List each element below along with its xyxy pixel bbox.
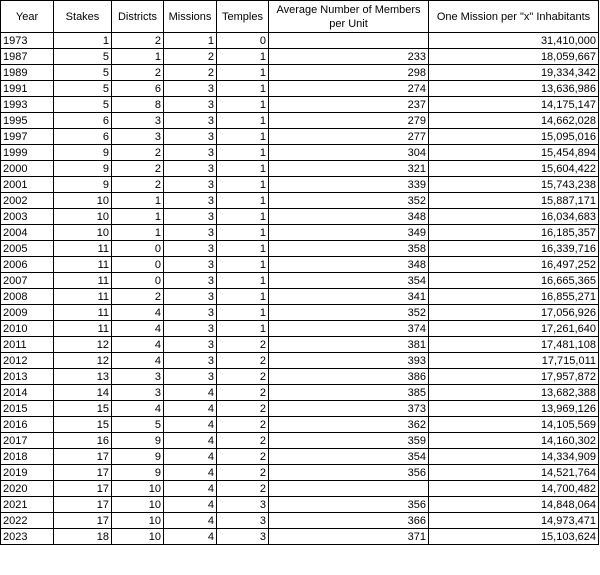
- cell-stakes: 15: [54, 417, 112, 433]
- cell-districts: 1: [112, 49, 164, 65]
- cell-mission-ratio: 19,334,342: [429, 65, 599, 81]
- cell-mission-ratio: 15,095,016: [429, 129, 599, 145]
- cell-mission-ratio: 13,636,986: [429, 81, 599, 97]
- cell-avg-members: 237: [269, 97, 429, 113]
- cell-temples: 1: [217, 177, 269, 193]
- cell-stakes: 6: [54, 113, 112, 129]
- cell-missions: 3: [164, 97, 217, 113]
- cell-year: 2001: [1, 177, 54, 193]
- cell-stakes: 5: [54, 49, 112, 65]
- cell-missions: 4: [164, 529, 217, 545]
- cell-districts: 0: [112, 241, 164, 257]
- cell-stakes: 9: [54, 161, 112, 177]
- cell-stakes: 12: [54, 337, 112, 353]
- cell-missions: 3: [164, 145, 217, 161]
- cell-avg-members: 298: [269, 65, 429, 81]
- cell-mission-ratio: 14,700,482: [429, 481, 599, 497]
- cell-avg-members: 371: [269, 529, 429, 545]
- cell-missions: 3: [164, 129, 217, 145]
- cell-year: 2010: [1, 321, 54, 337]
- cell-mission-ratio: 15,454,894: [429, 145, 599, 161]
- cell-mission-ratio: 14,175,147: [429, 97, 599, 113]
- cell-mission-ratio: 15,604,422: [429, 161, 599, 177]
- table-row: [1, 241, 599, 257]
- cell-year: 1987: [1, 49, 54, 65]
- cell-stakes: 11: [54, 305, 112, 321]
- cell-missions: 4: [164, 385, 217, 401]
- cell-year: 2013: [1, 369, 54, 385]
- cell-avg-members: 321: [269, 161, 429, 177]
- cell-districts: 9: [112, 449, 164, 465]
- cell-districts: 4: [112, 337, 164, 353]
- cell-stakes: 17: [54, 497, 112, 513]
- cell-mission-ratio: 15,887,171: [429, 193, 599, 209]
- cell-temples: 2: [217, 337, 269, 353]
- table-row: [1, 97, 599, 113]
- table-row: [1, 289, 599, 305]
- cell-districts: 1: [112, 225, 164, 241]
- cell-avg-members: 356: [269, 497, 429, 513]
- cell-districts: 2: [112, 289, 164, 305]
- table-row: [1, 145, 599, 161]
- cell-missions: 4: [164, 465, 217, 481]
- cell-districts: 4: [112, 321, 164, 337]
- cell-year: 2019: [1, 465, 54, 481]
- header-districts: Districts: [112, 1, 164, 33]
- cell-districts: 10: [112, 497, 164, 513]
- cell-temples: 1: [217, 113, 269, 129]
- cell-avg-members: 349: [269, 225, 429, 241]
- cell-year: 2000: [1, 161, 54, 177]
- cell-temples: 0: [217, 33, 269, 49]
- cell-year: 2002: [1, 193, 54, 209]
- cell-missions: 3: [164, 193, 217, 209]
- cell-avg-members: 233: [269, 49, 429, 65]
- cell-year: 2009: [1, 305, 54, 321]
- cell-missions: 1: [164, 33, 217, 49]
- cell-missions: 3: [164, 177, 217, 193]
- cell-missions: 4: [164, 401, 217, 417]
- table-row: [1, 273, 599, 289]
- cell-year: 2015: [1, 401, 54, 417]
- cell-year: 2018: [1, 449, 54, 465]
- table-row: [1, 161, 599, 177]
- cell-year: 2011: [1, 337, 54, 353]
- cell-temples: 1: [217, 97, 269, 113]
- cell-avg-members: 339: [269, 177, 429, 193]
- cell-stakes: 16: [54, 433, 112, 449]
- header-missions: Missions: [164, 1, 217, 33]
- cell-avg-members: 366: [269, 513, 429, 529]
- cell-districts: 8: [112, 97, 164, 113]
- cell-districts: 5: [112, 417, 164, 433]
- cell-missions: 4: [164, 481, 217, 497]
- cell-stakes: 17: [54, 449, 112, 465]
- cell-avg-members: 381: [269, 337, 429, 353]
- cell-mission-ratio: 16,339,716: [429, 241, 599, 257]
- table-row: [1, 513, 599, 529]
- cell-districts: 0: [112, 257, 164, 273]
- table-body: [1, 33, 599, 545]
- cell-temples: 1: [217, 321, 269, 337]
- cell-missions: 3: [164, 225, 217, 241]
- cell-stakes: 11: [54, 289, 112, 305]
- cell-missions: 4: [164, 433, 217, 449]
- cell-missions: 4: [164, 513, 217, 529]
- cell-missions: 3: [164, 241, 217, 257]
- cell-stakes: 17: [54, 481, 112, 497]
- cell-year: 2022: [1, 513, 54, 529]
- cell-mission-ratio: 14,662,028: [429, 113, 599, 129]
- cell-missions: 3: [164, 161, 217, 177]
- cell-avg-members: 348: [269, 209, 429, 225]
- cell-stakes: 9: [54, 145, 112, 161]
- cell-temples: 2: [217, 465, 269, 481]
- table-row: [1, 417, 599, 433]
- cell-stakes: 11: [54, 273, 112, 289]
- table-row: [1, 113, 599, 129]
- cell-mission-ratio: 14,848,064: [429, 497, 599, 513]
- cell-temples: 1: [217, 257, 269, 273]
- cell-temples: 1: [217, 193, 269, 209]
- cell-avg-members: 352: [269, 193, 429, 209]
- table-row: [1, 465, 599, 481]
- table-row: [1, 321, 599, 337]
- cell-temples: 2: [217, 481, 269, 497]
- cell-mission-ratio: 16,665,365: [429, 273, 599, 289]
- cell-year: 2017: [1, 433, 54, 449]
- cell-missions: 3: [164, 209, 217, 225]
- cell-avg-members: 354: [269, 273, 429, 289]
- cell-stakes: 10: [54, 209, 112, 225]
- cell-missions: 3: [164, 289, 217, 305]
- cell-missions: 3: [164, 113, 217, 129]
- table-row: [1, 305, 599, 321]
- cell-districts: 4: [112, 353, 164, 369]
- cell-temples: 1: [217, 305, 269, 321]
- cell-mission-ratio: 14,334,909: [429, 449, 599, 465]
- cell-year: 1995: [1, 113, 54, 129]
- cell-year: 2004: [1, 225, 54, 241]
- cell-stakes: 11: [54, 257, 112, 273]
- cell-avg-members: 352: [269, 305, 429, 321]
- cell-avg-members: 356: [269, 465, 429, 481]
- cell-temples: 2: [217, 369, 269, 385]
- cell-temples: 3: [217, 529, 269, 545]
- cell-stakes: 1: [54, 33, 112, 49]
- cell-temples: 1: [217, 241, 269, 257]
- cell-districts: 6: [112, 81, 164, 97]
- cell-avg-members: [269, 33, 429, 49]
- cell-avg-members: 341: [269, 289, 429, 305]
- cell-mission-ratio: 14,521,764: [429, 465, 599, 481]
- table-row: [1, 497, 599, 513]
- cell-stakes: 5: [54, 97, 112, 113]
- cell-avg-members: 393: [269, 353, 429, 369]
- cell-mission-ratio: 16,185,357: [429, 225, 599, 241]
- cell-year: 1997: [1, 129, 54, 145]
- cell-missions: 3: [164, 257, 217, 273]
- cell-temples: 1: [217, 209, 269, 225]
- cell-missions: 3: [164, 273, 217, 289]
- cell-stakes: 17: [54, 513, 112, 529]
- table-row: [1, 353, 599, 369]
- cell-districts: 10: [112, 513, 164, 529]
- cell-avg-members: 304: [269, 145, 429, 161]
- cell-mission-ratio: 15,103,624: [429, 529, 599, 545]
- cell-avg-members: 385: [269, 385, 429, 401]
- cell-stakes: 18: [54, 529, 112, 545]
- cell-year: 2012: [1, 353, 54, 369]
- cell-districts: 1: [112, 193, 164, 209]
- cell-stakes: 17: [54, 465, 112, 481]
- cell-temples: 1: [217, 289, 269, 305]
- cell-year: 2020: [1, 481, 54, 497]
- cell-districts: 2: [112, 65, 164, 81]
- table-row: [1, 385, 599, 401]
- cell-mission-ratio: 15,743,238: [429, 177, 599, 193]
- cell-stakes: 10: [54, 193, 112, 209]
- cell-mission-ratio: 17,261,640: [429, 321, 599, 337]
- cell-temples: 3: [217, 513, 269, 529]
- cell-districts: 3: [112, 385, 164, 401]
- cell-districts: 2: [112, 177, 164, 193]
- cell-year: 2006: [1, 257, 54, 273]
- cell-year: 2016: [1, 417, 54, 433]
- table-row: [1, 129, 599, 145]
- table-row: [1, 401, 599, 417]
- cell-stakes: 5: [54, 81, 112, 97]
- table-row: [1, 209, 599, 225]
- cell-temples: 2: [217, 449, 269, 465]
- cell-mission-ratio: 14,973,471: [429, 513, 599, 529]
- cell-mission-ratio: 14,105,569: [429, 417, 599, 433]
- cell-districts: 2: [112, 33, 164, 49]
- cell-year: 2014: [1, 385, 54, 401]
- cell-temples: 1: [217, 65, 269, 81]
- cell-mission-ratio: 13,682,388: [429, 385, 599, 401]
- table-row: [1, 369, 599, 385]
- cell-missions: 3: [164, 337, 217, 353]
- cell-year: 2005: [1, 241, 54, 257]
- cell-year: 2023: [1, 529, 54, 545]
- table-row: [1, 49, 599, 65]
- cell-stakes: 15: [54, 401, 112, 417]
- cell-mission-ratio: 17,056,926: [429, 305, 599, 321]
- cell-districts: 3: [112, 113, 164, 129]
- cell-avg-members: 373: [269, 401, 429, 417]
- cell-missions: 2: [164, 65, 217, 81]
- cell-avg-members: 374: [269, 321, 429, 337]
- table-row: [1, 481, 599, 497]
- table-row: [1, 177, 599, 193]
- cell-temples: 2: [217, 353, 269, 369]
- header-year: Year: [1, 1, 54, 33]
- cell-districts: 10: [112, 529, 164, 545]
- header-stakes: Stakes: [54, 1, 112, 33]
- cell-temples: 1: [217, 273, 269, 289]
- cell-mission-ratio: 16,034,683: [429, 209, 599, 225]
- cell-districts: 9: [112, 433, 164, 449]
- cell-year: 1999: [1, 145, 54, 161]
- cell-districts: 3: [112, 129, 164, 145]
- cell-year: 1973: [1, 33, 54, 49]
- cell-mission-ratio: 14,160,302: [429, 433, 599, 449]
- cell-missions: 3: [164, 321, 217, 337]
- cell-mission-ratio: 31,410,000: [429, 33, 599, 49]
- cell-missions: 3: [164, 305, 217, 321]
- table-row: [1, 65, 599, 81]
- cell-missions: 4: [164, 497, 217, 513]
- cell-year: 2021: [1, 497, 54, 513]
- cell-temples: 3: [217, 497, 269, 513]
- table-row: [1, 433, 599, 449]
- cell-year: 1989: [1, 65, 54, 81]
- cell-districts: 4: [112, 401, 164, 417]
- cell-avg-members: 386: [269, 369, 429, 385]
- cell-avg-members: 358: [269, 241, 429, 257]
- table-row: [1, 33, 599, 49]
- cell-districts: 9: [112, 465, 164, 481]
- cell-stakes: 5: [54, 65, 112, 81]
- cell-year: 2007: [1, 273, 54, 289]
- cell-missions: 4: [164, 417, 217, 433]
- cell-stakes: 13: [54, 369, 112, 385]
- cell-mission-ratio: 16,855,271: [429, 289, 599, 305]
- cell-districts: 1: [112, 209, 164, 225]
- cell-mission-ratio: 16,497,252: [429, 257, 599, 273]
- cell-temples: 2: [217, 417, 269, 433]
- table-row: [1, 257, 599, 273]
- table-row: [1, 193, 599, 209]
- cell-mission-ratio: 13,969,126: [429, 401, 599, 417]
- cell-avg-members: 359: [269, 433, 429, 449]
- cell-temples: 1: [217, 225, 269, 241]
- cell-stakes: 14: [54, 385, 112, 401]
- cell-missions: 2: [164, 49, 217, 65]
- cell-districts: 3: [112, 369, 164, 385]
- cell-avg-members: 362: [269, 417, 429, 433]
- cell-avg-members: 279: [269, 113, 429, 129]
- cell-stakes: 11: [54, 321, 112, 337]
- cell-stakes: 9: [54, 177, 112, 193]
- cell-temples: 1: [217, 49, 269, 65]
- header-row: [1, 1, 599, 33]
- table-row: [1, 81, 599, 97]
- table-row: [1, 529, 599, 545]
- cell-avg-members: 277: [269, 129, 429, 145]
- cell-year: 1993: [1, 97, 54, 113]
- table-row: [1, 337, 599, 353]
- cell-stakes: 6: [54, 129, 112, 145]
- cell-temples: 2: [217, 401, 269, 417]
- cell-missions: 3: [164, 353, 217, 369]
- header-temples: Temples: [217, 1, 269, 33]
- cell-districts: 2: [112, 145, 164, 161]
- cell-temples: 1: [217, 145, 269, 161]
- cell-missions: 4: [164, 449, 217, 465]
- header-avg-members: Average Number of Members per Unit: [269, 1, 429, 33]
- cell-districts: 10: [112, 481, 164, 497]
- cell-mission-ratio: 17,715,011: [429, 353, 599, 369]
- header-mission-ratio: One Mission per "x" Inhabitants: [429, 1, 599, 33]
- cell-mission-ratio: 17,957,872: [429, 369, 599, 385]
- cell-temples: 1: [217, 161, 269, 177]
- cell-temples: 1: [217, 129, 269, 145]
- cell-mission-ratio: 18,059,667: [429, 49, 599, 65]
- cell-avg-members: [269, 481, 429, 497]
- cell-avg-members: 354: [269, 449, 429, 465]
- cell-temples: 2: [217, 433, 269, 449]
- cell-temples: 1: [217, 81, 269, 97]
- table-row: [1, 449, 599, 465]
- cell-mission-ratio: 17,481,108: [429, 337, 599, 353]
- cell-missions: 3: [164, 81, 217, 97]
- cell-missions: 3: [164, 369, 217, 385]
- cell-stakes: 10: [54, 225, 112, 241]
- table-row: [1, 225, 599, 241]
- cell-avg-members: 348: [269, 257, 429, 273]
- cell-temples: 2: [217, 385, 269, 401]
- cell-year: 2008: [1, 289, 54, 305]
- cell-avg-members: 274: [269, 81, 429, 97]
- cell-year: 1991: [1, 81, 54, 97]
- cell-stakes: 12: [54, 353, 112, 369]
- cell-year: 2003: [1, 209, 54, 225]
- cell-districts: 4: [112, 305, 164, 321]
- cell-stakes: 11: [54, 241, 112, 257]
- cell-districts: 2: [112, 161, 164, 177]
- cell-districts: 0: [112, 273, 164, 289]
